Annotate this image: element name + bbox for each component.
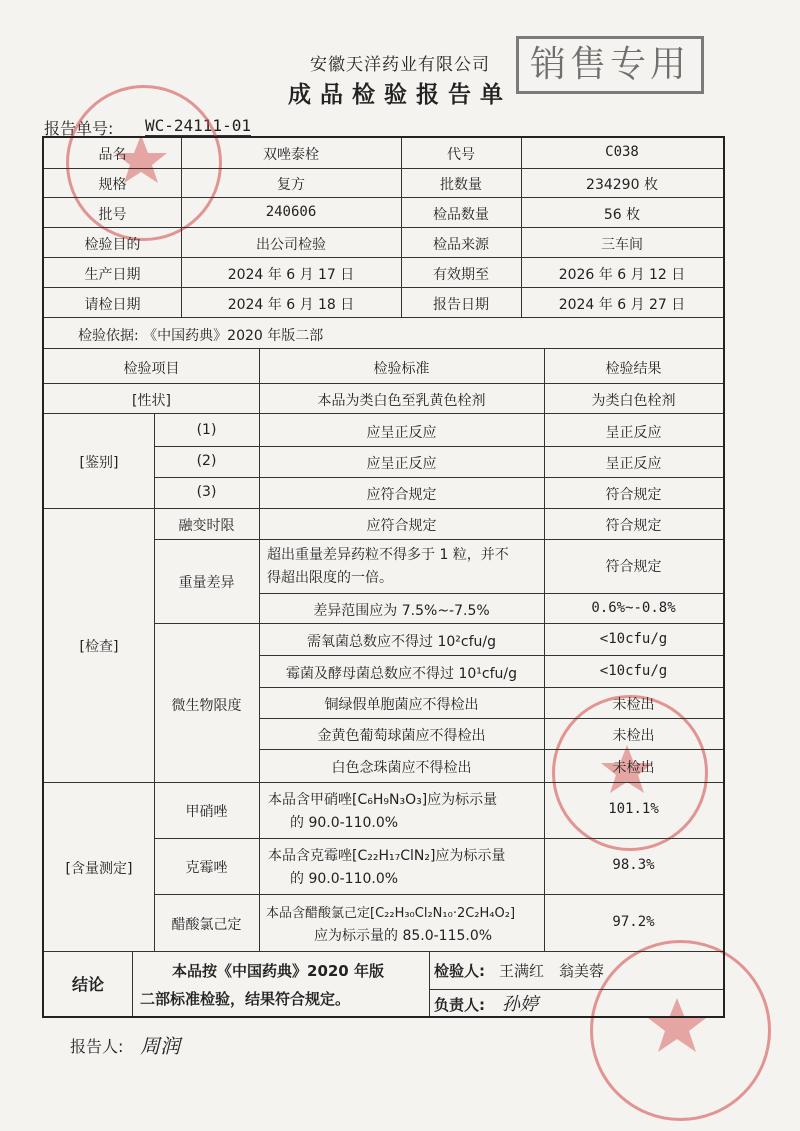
- request-date: 2024 年 6 月 18 日: [227, 297, 355, 313]
- batch-no-label: 批号: [98, 207, 127, 223]
- assay-standard-line1: 本品含醋酸氯己定[C₂₂H₃₀Cl₂N₁₀·2C₂H₄O₂]: [266, 906, 516, 921]
- microbial-standard: 铜绿假单胞菌应不得检出: [324, 697, 479, 713]
- supervisor-label: 负责人:: [434, 996, 485, 1014]
- report-date-label: 报告日期: [433, 297, 489, 313]
- inspection-label: [检查]: [79, 639, 119, 655]
- source: 三车间: [601, 237, 643, 253]
- product-name-label: 品名: [98, 147, 127, 163]
- assay-label: [含量测定]: [65, 861, 133, 877]
- column-result: 检验结果: [605, 361, 662, 377]
- assay-result: 97.2%: [612, 914, 655, 930]
- prod-date-label: 生产日期: [84, 267, 141, 283]
- conclusion-line1: 本品按《中国药典》2020 年版: [172, 962, 384, 980]
- microbial-standard: 需氧菌总数应不得过 10²cfu/g: [307, 634, 496, 650]
- company-name: 安徽天洋药业有限公司: [310, 55, 490, 75]
- assay-standard-line1: 本品含甲硝唑[C₆H₉N₃O₃]应为标示量: [268, 792, 498, 808]
- sample-qty-label: 检品数量: [433, 207, 489, 223]
- purpose: 出公司检验: [256, 237, 326, 253]
- assay-result: 101.1%: [608, 801, 659, 817]
- conclusion-label: 结论: [71, 975, 104, 994]
- report-title: 成品检验报告单: [288, 81, 512, 108]
- batch-qty-label: 批数量: [440, 177, 482, 193]
- weight-standard-line1: 超出重量差异药粒不得多于 1 粒，并不: [267, 547, 509, 563]
- sales-only-stamp: 销售专用: [516, 36, 704, 94]
- appearance-result: 为类白色栓剂: [591, 393, 676, 409]
- identification-no: (3): [196, 484, 217, 500]
- prod-date: 2024 年 6 月 17 日: [227, 267, 355, 283]
- weight-range-standard: 差异范围应为 7.5%~-7.5%: [313, 603, 490, 619]
- identification-standard: 应呈正反应: [366, 425, 437, 441]
- identification-result: 呈正反应: [605, 456, 662, 472]
- conclusion-line2: 二部标准检验，结果符合规定。: [140, 990, 351, 1008]
- report-table: [42, 136, 725, 1018]
- melting-standard: 应符合规定: [366, 518, 437, 534]
- reporter-signature: 周润: [140, 1034, 180, 1058]
- assay-result: 98.3%: [612, 857, 655, 873]
- reporter-label: 报告人:: [70, 1037, 124, 1056]
- inspector-names: 王满红 翁美蓉: [499, 962, 605, 980]
- purpose-label: 检验目的: [84, 237, 141, 253]
- code: C038: [605, 144, 639, 160]
- melting-result: 符合规定: [605, 518, 662, 534]
- weight-variation-label: 重量差异: [178, 575, 235, 591]
- spec-label: 规格: [98, 177, 127, 193]
- identification-label: [鉴别]: [79, 455, 119, 471]
- assay-standard-line1: 本品含克霉唑[C₂₂H₁₇ClN₂]应为标示量: [268, 848, 506, 864]
- column-standard: 检验标准: [373, 361, 430, 377]
- expiry: 2026 年 6 月 12 日: [558, 267, 686, 283]
- appearance-standard: 本品为类白色至乳黄色栓剂: [317, 393, 486, 409]
- microbial-result: 未检出: [612, 728, 655, 744]
- spec: 复方: [277, 177, 305, 193]
- assay-item-name: 醋酸氯己定: [171, 917, 242, 933]
- identification-result: 符合规定: [605, 487, 662, 503]
- assay-item-name: 甲硝唑: [185, 804, 228, 820]
- weight-result: 符合规定: [605, 559, 662, 575]
- column-item: 检验项目: [123, 361, 180, 377]
- source-label: 检品来源: [433, 237, 489, 253]
- code-label: 代号: [447, 147, 475, 163]
- test-basis: 检验依据: 《中国药典》2020 年版二部: [78, 328, 324, 344]
- identification-no: (2): [196, 453, 217, 469]
- assay-item-name: 克霉唑: [185, 860, 228, 876]
- assay-standard-line2: 应为标示量的 85.0-115.0%: [314, 928, 493, 944]
- expiry-label: 有效期至: [433, 267, 489, 283]
- request-date-label: 请检日期: [84, 297, 141, 313]
- microbial-result: <10cfu/g: [599, 663, 668, 679]
- microbial-result: 未检出: [612, 697, 655, 713]
- identification-result: 呈正反应: [605, 425, 662, 441]
- report-number: WC-24111-01: [145, 116, 251, 135]
- microbial-result: 未检出: [612, 760, 655, 776]
- batch-qty: 234290 枚: [586, 177, 658, 193]
- identification-standard: 应呈正反应: [366, 456, 437, 472]
- weight-range-result: 0.6%~-0.8%: [591, 600, 676, 616]
- sample-qty: 56 枚: [603, 207, 641, 223]
- product-name: 双唑泰栓: [263, 147, 319, 163]
- microbial-result: <10cfu/g: [599, 631, 668, 647]
- melting-label: 融变时限: [178, 518, 235, 534]
- identification-standard: 应符合规定: [366, 487, 437, 503]
- assay-standard-line2: 的 90.0-110.0%: [290, 815, 399, 831]
- batch-no: 240606: [265, 204, 317, 220]
- microbial-standard: 金黄色葡萄球菌应不得检出: [317, 728, 486, 744]
- appearance-label: [性状]: [132, 393, 171, 409]
- microbial-standard: 霉菌及酵母菌总数应不得过 10¹cfu/g: [286, 666, 517, 682]
- microbial-limit-label: 微生物限度: [171, 698, 242, 714]
- identification-no: (1): [196, 422, 217, 438]
- microbial-standard: 白色念珠菌应不得检出: [331, 760, 472, 776]
- inspector-label: 检验人:: [434, 962, 485, 980]
- report-date: 2024 年 6 月 27 日: [558, 297, 686, 313]
- supervisor-signature: 孙婷: [502, 994, 538, 1015]
- report-number-label: 报告单号:: [44, 119, 114, 138]
- assay-standard-line2: 的 90.0-110.0%: [290, 871, 399, 887]
- weight-standard-line2: 得超出限度的一倍。: [267, 570, 393, 586]
